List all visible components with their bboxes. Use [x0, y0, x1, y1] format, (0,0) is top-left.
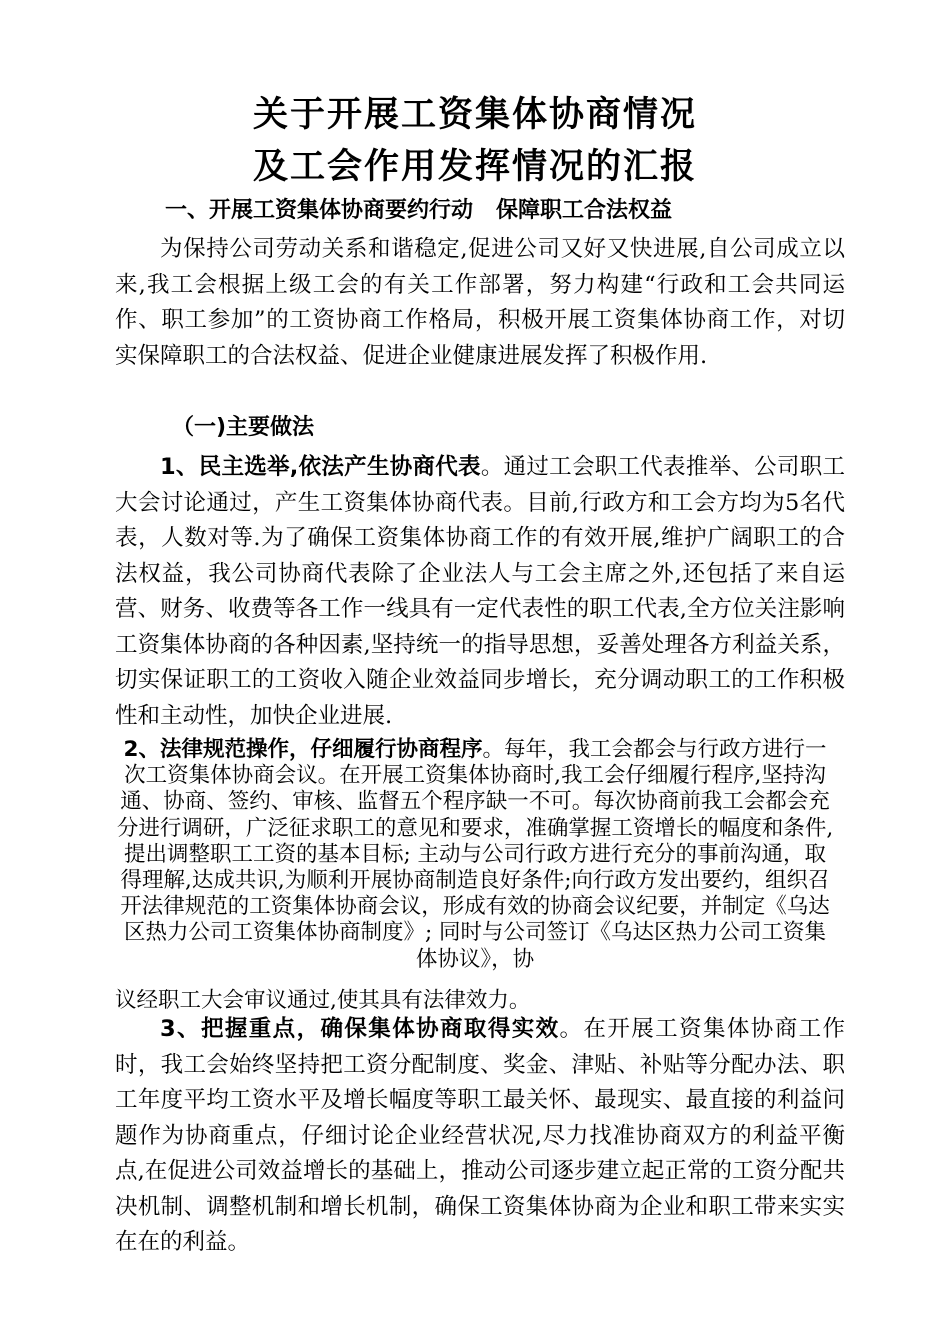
item-3-body: 。在开展工资集体协商工作时，我工会始终坚持把工资分配制度、奖金、津贴、补贴等分配办法、职工年度平均工资水平及增长幅度等职工最关怀、最现实、最直接的利益问题作为协商重点，仔细讨论企业经营状况,尽力找准协商双方的利益平衡点,在促进公司效益增长的基础上，推动公司逐步建立起正常的工资分配共决机制、调整机制和增长机制，确保工资集体协商为企业和职工带来实实在在的利益。 — [115, 1016, 845, 1255]
section-heading: 一、开展工资集体协商要约行动 保障职工合法权益 — [165, 198, 672, 223]
item-1-paragraph — [115, 450, 845, 734]
intro-paragraph: 为保持公司劳动关系和谐稳定,促进公司又好又快进展,自公司成立以来,我工会根据上级工会的有关工作部署，努力构建“行政和工会共同运作、职工参加”的工资协商工作格局，积极开展工资集体协商工作，对切实保障职工的合法权益、促进企业健康进展发挥了积极作用. — [115, 236, 845, 369]
item-2-tail-line: 议经职工大会审议通过,使其具有法律效力。 — [115, 988, 531, 1013]
subsection-heading: （一)主要做法 — [172, 415, 315, 440]
document-title-line-2: 及工会作用发挥情况的汇报 — [252, 147, 697, 187]
item-2-paragraph — [115, 737, 835, 973]
item-2-lead: 2、法律规范操作，仔细履行协商程序 — [123, 737, 483, 762]
item-1-lead: 1、民主选举,依法产生协商代表 — [160, 454, 481, 480]
item-1-body: 。通过工会职工代表推举、公司职工大会讨论通过，产生工资集体协商代表。目前,行政方和工会方均为5名代表，人数对等.为了确保工资集体协商工作的有效开展,维护广阔职工的合法权益，我公司协商代表除了企业法人与工会主席之外,还包括了来自运营、财务、收费等各工作一线具有一定代表性的职工代表,全方位关注影响工资集体协商的各种因素,坚持统一的指导思想，妥善处理各方利益关系，切实保证职工的工资收入随企业效益同步增长，充分调动职工的工作积极性和主动性，加快企业进展. — [115, 454, 845, 729]
document-title-line-1: 关于开展工资集体协商情况 — [252, 95, 697, 135]
item-2-body: 。每年，我工会都会与行政方进行一次工资集体协商会议。在开展工资集体协商时,我工会仔细履行程序,坚持沟通、协商、签约、审核、监督五个程序缺一不可。每次协商前我工会都会充分进行调研，广泛征求职工的意见和要求，准确掌握工资增长的幅度和条件,提出调整职工工资的基本目标; 主动与公司行政方进行充分的事前沟通，取得理解,达成共识,为顺利开展协商制造良好条件;向行政方发出要约，组织召开法律规范的工资集体协商会议，形成有效的协商会议纪要，并制定《乌达区热力公司工资集体协商制度》; 同时与公司签订《乌达区热力公司工资集体协议》，协 — [116, 737, 834, 972]
item-3-lead: 3、把握重点，确保集体协商取得实效 — [160, 1016, 560, 1042]
item-3-paragraph — [115, 1012, 845, 1261]
